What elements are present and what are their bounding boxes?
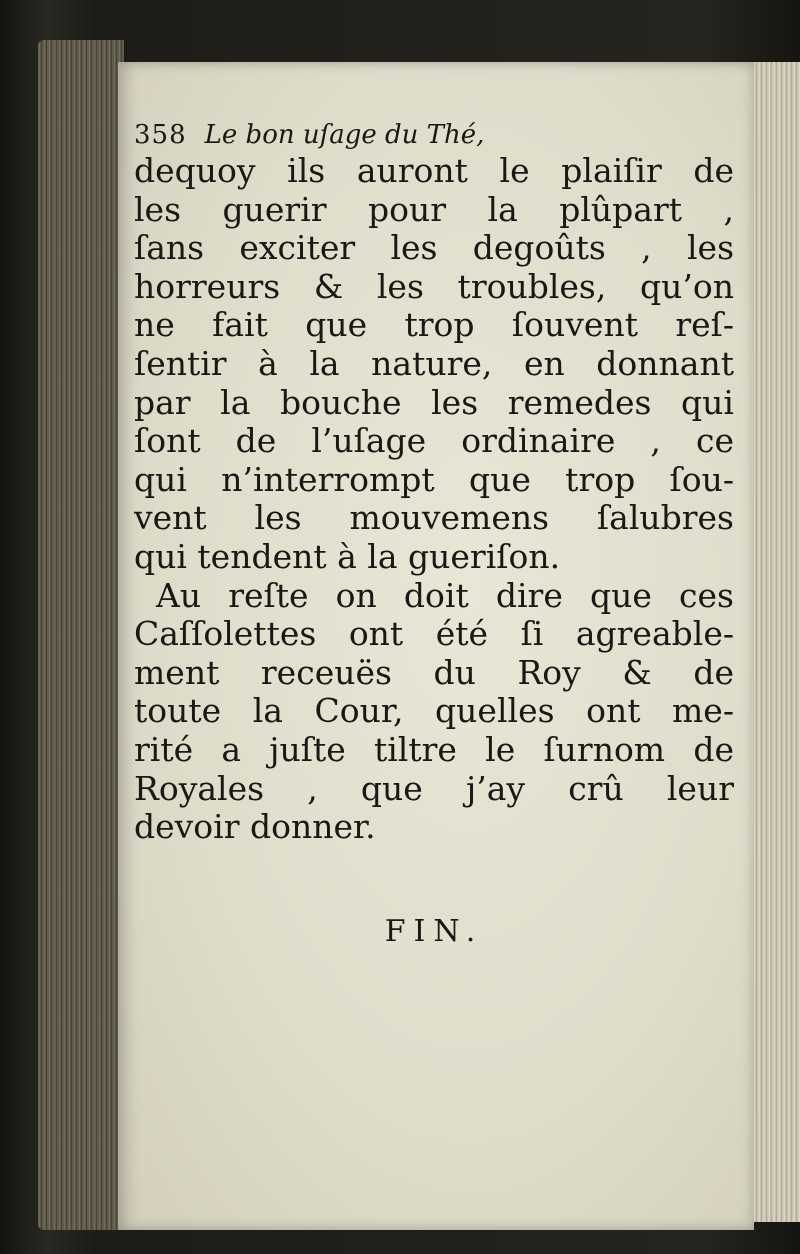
end-mark: FIN. bbox=[384, 914, 484, 949]
text-line: les guerir pour la plûpart , bbox=[134, 190, 734, 229]
text-line: ſans exciter les degoûts , les bbox=[134, 229, 734, 268]
text-line: ſentir à la nature, en donnant bbox=[134, 344, 734, 383]
page-number: 358 bbox=[134, 120, 187, 150]
text-line: ne fait que trop ſouvent reſ- bbox=[134, 306, 734, 345]
text-line: vent les mouvemens ſalubres bbox=[134, 499, 734, 538]
right-page-edges bbox=[748, 62, 800, 1222]
running-title: Le bon uſage du Thé, bbox=[204, 120, 485, 150]
text-line: par la bouche les remedes qui bbox=[134, 383, 734, 422]
text-line: Au reſte on doit dire que ces bbox=[156, 576, 734, 615]
text-line: qui tendent à la gueriſon. bbox=[134, 537, 561, 576]
text-line: devoir donner. bbox=[134, 808, 376, 847]
page-body bbox=[134, 118, 734, 949]
text-line: qui n’interrompt que trop ſou- bbox=[134, 460, 734, 499]
text-line: toute la Cour, quelles ont me- bbox=[134, 692, 734, 731]
left-page-edges bbox=[38, 40, 124, 1230]
text-line: dequoy ils auront le plaiſir de bbox=[134, 152, 734, 190]
text-block bbox=[134, 152, 734, 847]
text-line: ſont de l’uſage ordinaire , ce bbox=[134, 422, 734, 461]
text-line: rité a juſte tiltre le ſurnom de bbox=[134, 730, 734, 769]
running-head bbox=[134, 118, 734, 152]
text-line: ment receuës du Roy & de bbox=[134, 653, 734, 692]
text-line: Caſſolettes ont été ſi agreable- bbox=[134, 615, 734, 654]
text-line: horreurs & les troubles, qu’on bbox=[134, 267, 734, 306]
text-line: Royales , que j’ay crû leur bbox=[134, 769, 734, 808]
